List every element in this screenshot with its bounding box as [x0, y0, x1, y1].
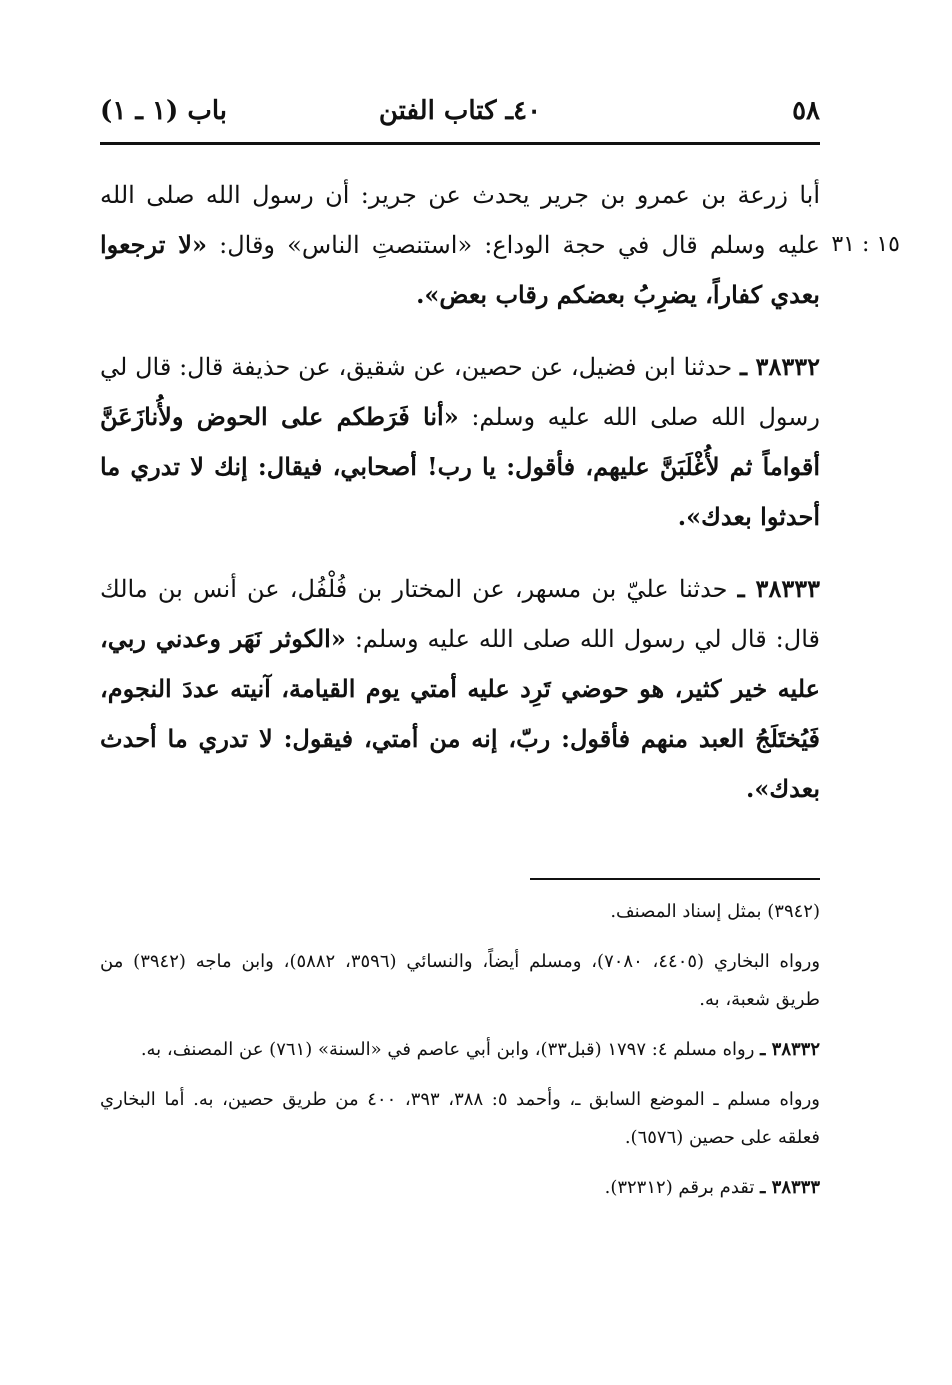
- paragraph-text: حدثنا عليّ بن مسهر، عن المختار بن فُلْفُل، عن أنس بن مالك قال: قال لي رسول الله صلى الله عليه وسلم:: [100, 575, 820, 653]
- hadith-quote: «أنا فَرَطكم على الحوض ولأُنازَعَنَّ أقواماً ثم لأُغْلَبَنَّ عليهم، فأقول: يا رب! أصحابي، فيقال: إنك لا تدري ما أحدثوا بعدك».: [100, 402, 820, 531]
- chapter-label: باب (١ ـ ١): [100, 96, 227, 126]
- paragraph-text: حدثنا ابن فضيل، عن حصين، عن شقيق، عن حذيفة قال: قال لي رسول الله صلى الله عليه وسلم:: [100, 353, 820, 431]
- footnote-text: ورواه البخاري (٤٤٠٥، ٧٠٨٠)، ومسلم أيضاً، والنسائي (٣٥٩٦، ٥٨٨٢)، وابن ماجه (٣٩٤٢) من طريق شعبة، به.: [100, 951, 821, 1010]
- footnote-text: تقدم برقم (٣٢٣١٢).: [604, 1177, 761, 1198]
- hadith-number: ٣٨٣٣٢ ـ: [740, 352, 820, 381]
- hadith-quote: «الكوثر نَهَر وعدني ربي، عليه خير كثير، هو حوضي تَرِد عليه أمتي يوم القيامة، آنيته عددَ النجوم، فَيُختَلَجُ العبد منهم فأقول: ربّ، إنه من أمتي، فيقول: لا تدري ما أحدث بعدك».: [100, 624, 820, 803]
- hadith-number: ٣٨٣٣٣ ـ: [737, 574, 820, 603]
- hadith-quote: «لا ترجعوا بعدي كفاراً، يضرِبُ بعضكم رقاب بعض».: [100, 230, 820, 309]
- page-header: [100, 92, 820, 145]
- hadith-entry: [100, 564, 820, 814]
- paragraph: [100, 170, 820, 320]
- paragraph-text: أبا زرعة بن عمرو بن جرير يحدث عن جرير: أن رسول الله صلى الله عليه وسلم قال في حجة الوداع: «استنصتِ الناس» وقال:: [100, 181, 820, 259]
- footnote-number: ٣٨٣٣٣ ـ: [760, 1177, 820, 1198]
- footnote: [100, 1031, 820, 1069]
- footnote-number: ٣٨٣٣٢ ـ: [760, 1039, 820, 1060]
- footnote-separator: [530, 878, 820, 880]
- book-title: ٤٠ـ كتاب الفتن: [378, 96, 542, 126]
- footnote: [100, 1081, 820, 1157]
- footnote-text: رواه مسلم ٤: ١٧٩٧ (قبل٣٣)، وابن أبي عاصم في «السنة» (٧٦١) عن المصنف، به.: [140, 1039, 761, 1060]
- footnotes: [100, 893, 820, 1219]
- main-text: [100, 170, 820, 836]
- footnote: [100, 1169, 820, 1207]
- margin-reference: ١٥ : ٣١: [831, 232, 900, 257]
- footnote: [100, 893, 820, 931]
- hadith-entry: [100, 342, 820, 542]
- page-number: ٥٨: [792, 96, 820, 126]
- footnote-text: (٣٩٤٢) بمثل إسناد المصنف.: [610, 901, 820, 922]
- footnote: [100, 943, 820, 1019]
- footnote-text: ورواه مسلم ـ الموضع السابق ـ، وأحمد ٥: ٣٨٨، ٣٩٣، ٤٠٠ من طريق حصين، به. أما البخاري فعلقه على حصين (٦٥٧٦).: [100, 1089, 820, 1148]
